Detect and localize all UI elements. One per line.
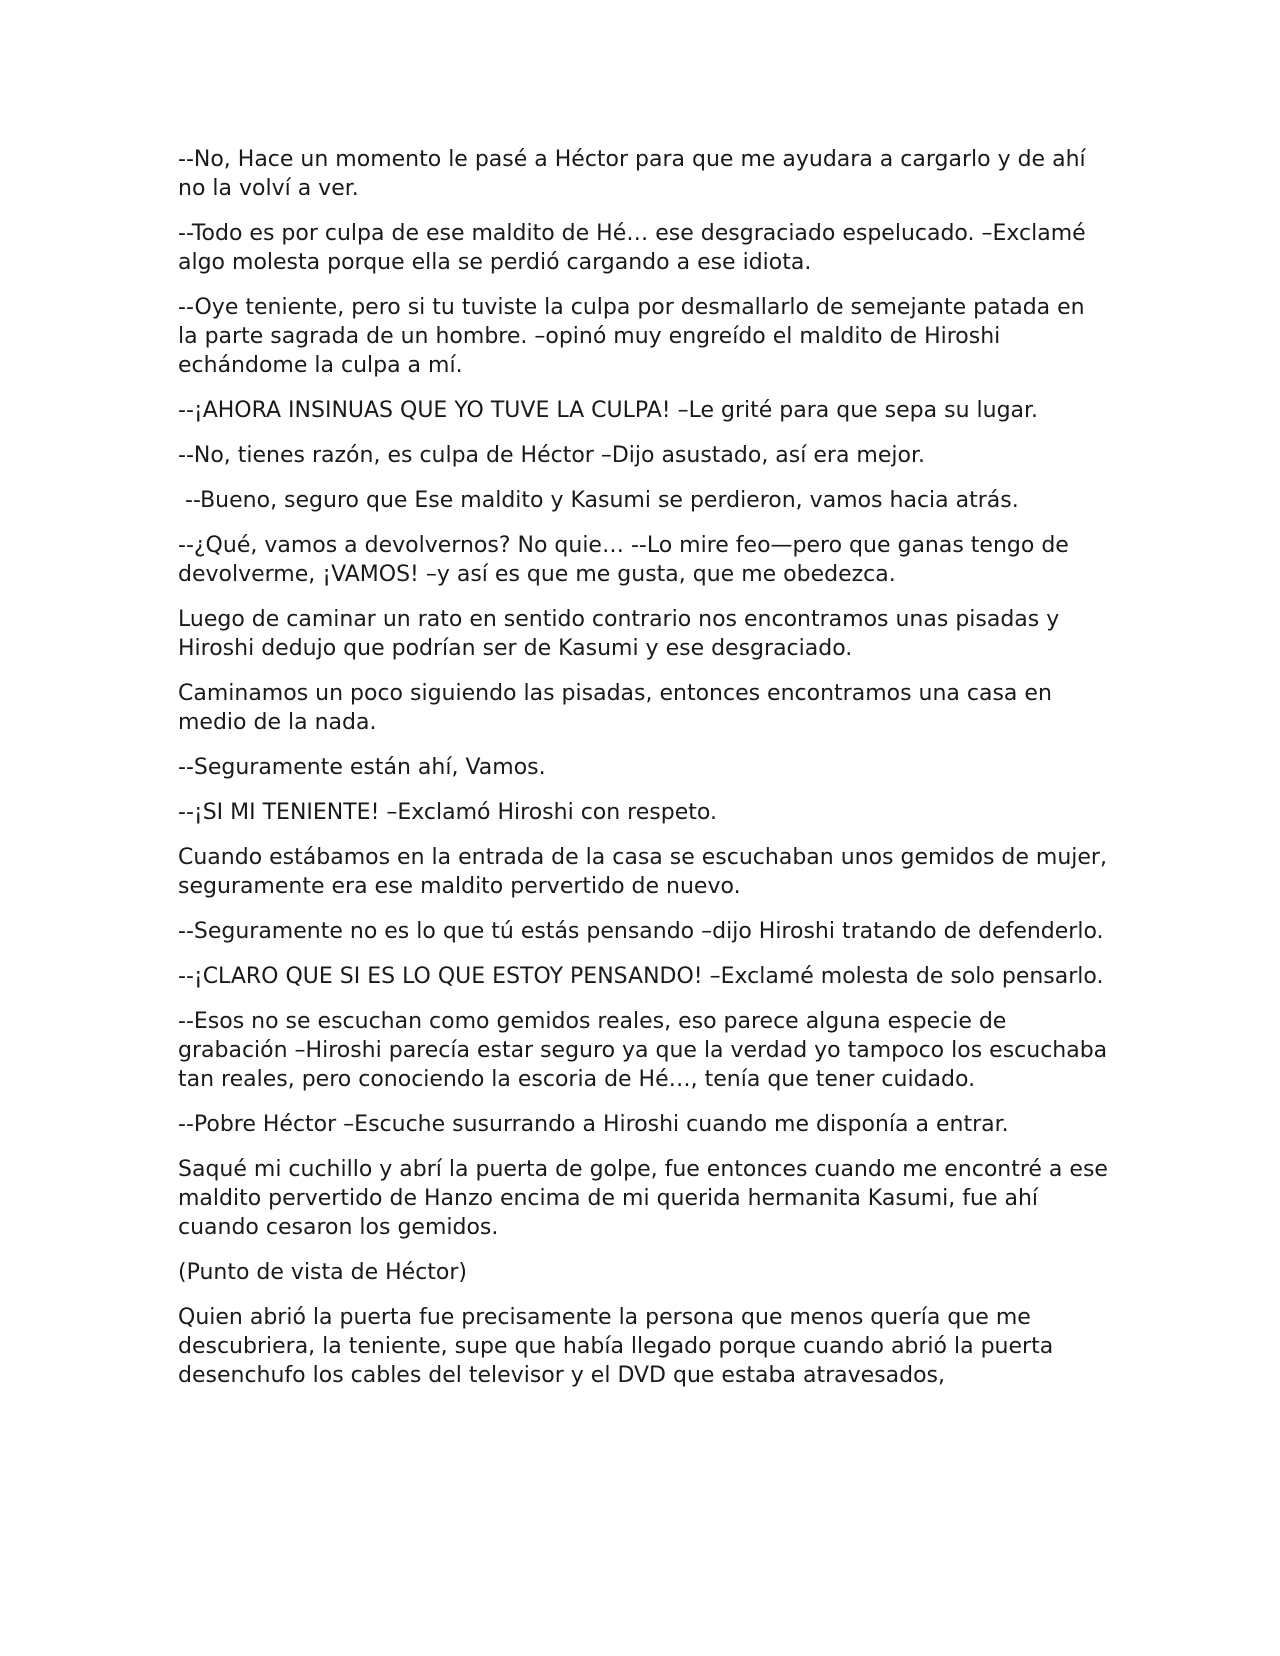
paragraph: Luego de caminar un rato en sentido contrario nos encontramos unas pisadas y Hiroshi dedujo que podrían ser de Kasumi y ese desgraciado. bbox=[178, 607, 1067, 661]
paragraph: --Todo es por culpa de ese maldito de Hé… ese desgraciado espelucado. –Exclamé algo molesta porque ella se perdió cargando a ese idiota. bbox=[178, 221, 1093, 275]
paragraph: --Seguramente no es lo que tú estás pensando –dijo Hiroshi tratando de defenderlo. bbox=[178, 919, 1104, 944]
paragraph: Caminamos un poco siguiendo las pisadas, entonces encontramos una casa en medio de la nada. bbox=[178, 681, 1059, 735]
paragraph: --No, Hace un momento le pasé a Héctor para que me ayudara a cargarlo y de ahí no la volví a ver. bbox=[178, 147, 1093, 201]
paragraph: --No, tienes razón, es culpa de Héctor –Dijo asustado, así era mejor. bbox=[178, 443, 925, 468]
paragraph: Saqué mi cuchillo y abrí la puerta de golpe, fue entonces cuando me encontré a ese maldito pervertido de Hanzo encima de mi querida hermanita Kasumi, fue ahí cuando cesaron los gemidos. bbox=[178, 1157, 1115, 1240]
paragraph: --¡CLARO QUE SI ES LO QUE ESTOY PENSANDO! –Exclamé molesta de solo pensarlo. bbox=[178, 964, 1104, 989]
paragraph: --Esos no se escuchan como gemidos reales, eso parece alguna especie de grabación –Hiroshi parecía estar seguro ya que la verdad yo tampoco los escuchaba tan reales, pero conociendo la escoria de Hé…, tenía que tener cuidado. bbox=[178, 1009, 1115, 1092]
paragraph: --Oye teniente, pero si tu tuviste la culpa por desmallarlo de semejante patada en la parte sagrada de un hombre. –opinó muy engreído el maldito de Hiroshi echándome la culpa a mí. bbox=[178, 295, 1092, 378]
document-page bbox=[178, 145, 1115, 1406]
paragraph: Cuando estábamos en la entrada de la casa se escuchaban unos gemidos de mujer, seguramente era ese maldito pervertido de nuevo. bbox=[178, 845, 1114, 899]
paragraph: --Bueno, seguro que Ese maldito y Kasumi se perdieron, vamos hacia atrás. bbox=[178, 488, 1019, 513]
paragraph: --Pobre Héctor –Escuche susurrando a Hiroshi cuando me disponía a entrar. bbox=[178, 1112, 1009, 1137]
paragraph: --¡SI MI TENIENTE! –Exclamó Hiroshi con respeto. bbox=[178, 800, 717, 825]
paragraph: (Punto de vista de Héctor) bbox=[178, 1260, 467, 1285]
paragraph: --¿Qué, vamos a devolvernos? No quie… --Lo mire feo—pero que ganas tengo de devolverme, ¡VAMOS! –y así es que me gusta, que me obedezca. bbox=[178, 533, 1076, 587]
paragraph: --¡AHORA INSINUAS QUE YO TUVE LA CULPA! –Le grité para que sepa su lugar. bbox=[178, 398, 1039, 423]
paragraph: Quien abrió la puerta fue precisamente la persona que menos quería que me descubriera, la teniente, supe que había llegado porque cuando abrió la puerta desenchufo los cables del televisor y el DVD que estaba atravesados, bbox=[178, 1305, 1061, 1388]
paragraph: --Seguramente están ahí, Vamos. bbox=[178, 755, 546, 780]
